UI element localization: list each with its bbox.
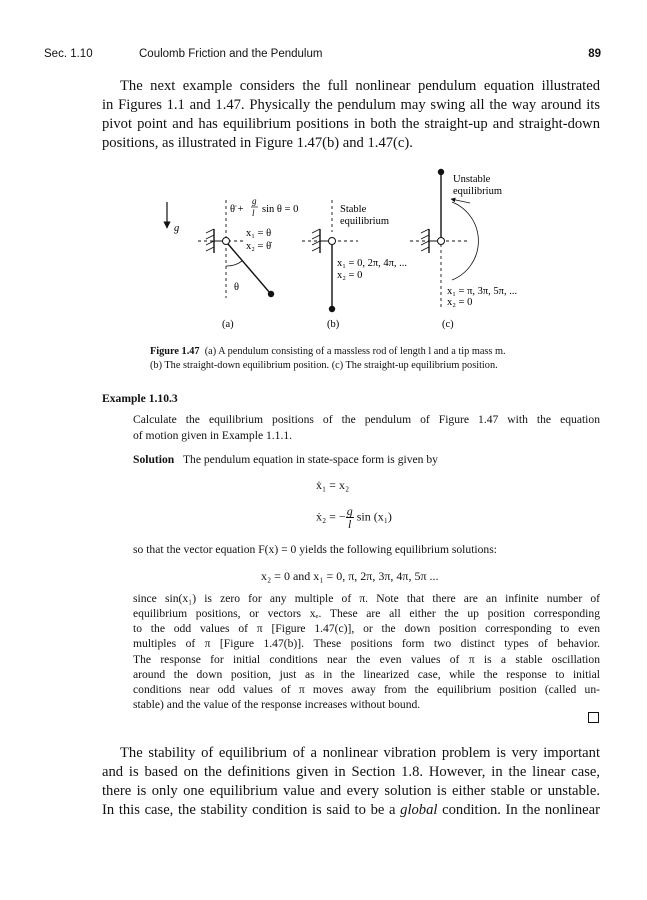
eq2-lhs: ẋ₂ = − (316, 509, 346, 524)
panel-a-label: (a) (222, 319, 234, 330)
state-equation-2 (316, 505, 392, 530)
figure-caption-2 (150, 359, 580, 373)
eq-theta: θ̈ + (230, 204, 244, 215)
running-header (0, 0, 647, 70)
closing-line: The stability of equilibrium of a nonlinear vibration problem is very important (120, 745, 600, 761)
intro-line: in Figures 1.1 and 1.47. Physically the pendulum may swing all the way around its (102, 97, 600, 113)
discussion-line: since sin(x₁) is zero for any multiple of π. Note that there are an infinite number of (133, 592, 600, 605)
discussion-line: equilibrium positions, or vectors xₑ. These are all either the up position corresponding (133, 607, 600, 620)
closing-line-4 (102, 801, 600, 820)
caption-label: Figure 1.47 (150, 346, 200, 357)
discussion-line: The response for initial conditions near the even values of π is a stable oscillation (133, 653, 600, 666)
figure-caption (150, 345, 580, 359)
stable-x2: x₂ = 0 (337, 270, 363, 281)
solution-paragraph (133, 452, 600, 468)
closing-line4-emph: global (400, 802, 438, 818)
unstable-x2: x₂ = 0 (447, 297, 473, 308)
stable-label: Stable (340, 204, 367, 215)
eq-x1-def: x₁ = θ (246, 228, 272, 239)
unstable-label: Unstable (453, 174, 491, 185)
pendulum-figure (150, 160, 550, 335)
closing-line: and is based on the definitions given in Section 1.8. However, in the linear case, (102, 764, 600, 780)
intro-line: positions, as illustrated in Figure 1.47(b) and 1.47(c). (102, 135, 413, 151)
intro-line: The next example considers the full nonlinear pendulum equation illustrated (120, 78, 600, 94)
caption-line-2: (b) The straight-down equilibrium position. (c) The straight-up equilibrium position. (150, 360, 498, 371)
panel-b-label: (b) (327, 319, 340, 330)
page-number: 89 (588, 48, 601, 60)
intro-line: pivot point and has equilibrium positions in both the straight-up and straight-down (102, 116, 600, 132)
section-number: Sec. 1.10 (44, 48, 93, 60)
stable-x1: x₁ = 0, 2π, 4π, ... (337, 258, 408, 269)
closing-line: there is only one equilibrium value and every solution is either stable or unstable. (102, 783, 600, 799)
example-heading: Example 1.10.3 (102, 392, 178, 405)
gravity-label: g (174, 223, 180, 234)
closing-line4-after: condition. In the nonlinear (437, 802, 600, 818)
state-equation-1: ẋ₁ = x₂ (316, 478, 350, 492)
discussion-line: conditions near odd values of π moves away from the equilibrium position (called un- (133, 683, 600, 696)
discussion-line: to the odd values of π [Figure 1.47(c)], or the down position corresponding to even (133, 622, 600, 635)
eq2-num: g (346, 504, 353, 518)
end-of-example-box (588, 712, 599, 723)
discussion-line: around the down position, just as in the linearized case, while the response to initial (133, 668, 600, 681)
closing-line4-before: In this case, the stability condition is said to be a (102, 802, 401, 818)
eq2-rhs: sin (x₁) (356, 509, 392, 524)
eq2-fraction (346, 505, 354, 530)
vector-equation-text: so that the vector equation F(x) = 0 yields the following equilibrium solutions: (133, 543, 497, 556)
solution-label: Solution (133, 453, 175, 466)
eq2-den: l (348, 517, 352, 531)
equilibrium-solutions: x₂ = 0 and x₁ = 0, π, 2π, 3π, 4π, 5π ... (261, 569, 439, 583)
discussion-line: stable) and the value of the response increases without bound. (133, 698, 421, 711)
theta-label: θ (234, 282, 240, 293)
unstable-x1: x₁ = π, 3π, 5π, ... (447, 286, 518, 297)
eq-frac-num: g (252, 196, 257, 206)
unstable-label-2: equilibrium (453, 186, 502, 197)
solution-text: The pendulum equation in state-space form is given by (182, 453, 438, 466)
section-title: Coulomb Friction and the Pendulum (139, 48, 323, 60)
eq-x2-def: x₂ = θ̇ (246, 241, 272, 252)
eq-frac-den: l (252, 208, 255, 218)
example-statement-line: Calculate the equilibrium positions of the pendulum of Figure 1.47 with the equation (133, 413, 600, 426)
discussion-line: multiples of π [Figure 1.47(b)]. These positions form two distinct types of behavior. (133, 637, 600, 650)
example-statement-line: of motion given in Example 1.1.1. (133, 429, 293, 442)
eq-sin: sin θ = 0 (262, 204, 299, 215)
stable-label-2: equilibrium (340, 216, 389, 227)
panel-c-label: (c) (442, 319, 454, 330)
caption-line-1: (a) A pendulum consisting of a massless rod of length l and a tip mass m. (204, 346, 506, 357)
